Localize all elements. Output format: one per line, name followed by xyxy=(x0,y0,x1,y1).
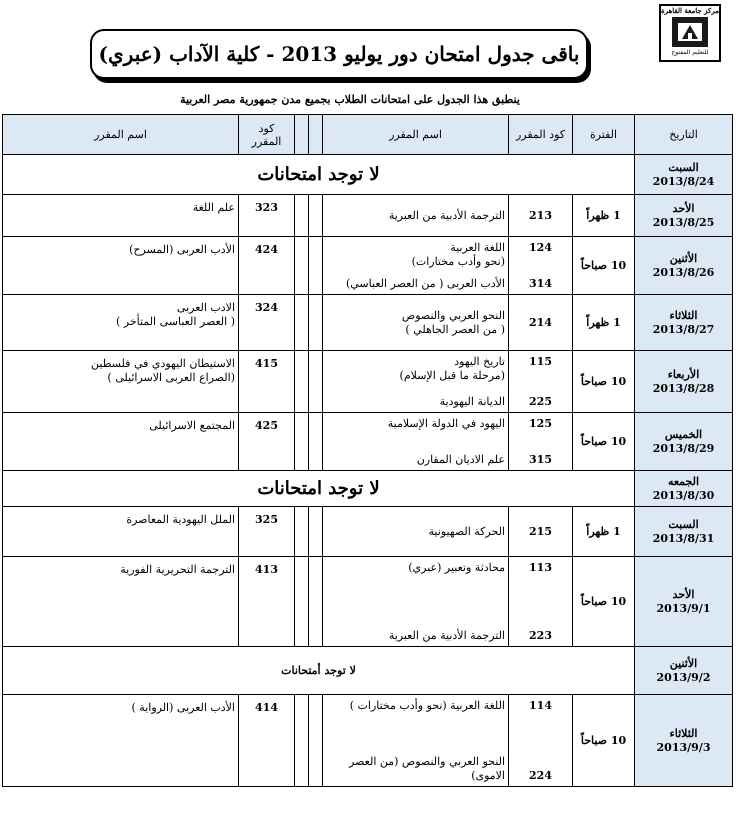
code-cell xyxy=(239,237,295,295)
course-name: الأدب العربى ( من العصر العباسي) xyxy=(345,276,505,290)
date-cell xyxy=(635,413,733,471)
day-name: السبت xyxy=(668,160,699,174)
header-period: الفترة xyxy=(573,115,635,155)
date-value: 2013/9/1 xyxy=(656,601,711,615)
course-name-block xyxy=(326,209,505,223)
logo-emblem-icon xyxy=(670,15,710,49)
course-code: 213 xyxy=(529,208,552,222)
course-name: اليهود في الدولة الإسلامية xyxy=(387,416,505,430)
subject-cell xyxy=(323,195,509,237)
code-cell xyxy=(239,413,295,471)
logo-top-text: مركز جامعة القاهرة xyxy=(661,6,719,15)
spacer-cell xyxy=(309,557,323,647)
title-box xyxy=(90,29,588,79)
date-cell xyxy=(635,155,733,195)
table-row xyxy=(3,507,733,557)
spacer-cell xyxy=(309,195,323,237)
code-cell xyxy=(239,557,295,647)
course-name: الادب العربى xyxy=(176,301,235,314)
date-value: 2013/9/2 xyxy=(656,670,711,684)
course-name: المجتمع الاسرائيلى xyxy=(149,419,235,432)
course-name: الأدب العربى (الرواية ) xyxy=(131,701,235,714)
course-name: اللغة العربية (نحو وأدب مختارات ) xyxy=(349,698,505,712)
subject-cell xyxy=(323,295,509,351)
code-cell xyxy=(509,695,573,787)
course-code: 215 xyxy=(529,524,552,538)
date-cell xyxy=(635,507,733,557)
header-subject-2: اسم المقرر xyxy=(3,115,239,155)
course-code: 424 xyxy=(255,243,278,256)
course-name-block xyxy=(326,629,505,643)
subject-cell xyxy=(323,351,509,413)
course-name-detail: ( العصر العباسى المتأخر ) xyxy=(116,315,235,328)
code-cell xyxy=(239,695,295,787)
code-group xyxy=(512,699,569,783)
course-name: اللغة العربية xyxy=(450,240,505,254)
date-cell xyxy=(635,647,733,695)
period-cell: 1 ظهراً xyxy=(573,295,635,351)
day-name: الأثنين xyxy=(669,656,698,670)
code-cell xyxy=(239,295,295,351)
subject-cell xyxy=(323,237,509,295)
spacer-cell xyxy=(309,295,323,351)
subject-cell xyxy=(3,295,239,351)
period-cell: 10 صباحاً xyxy=(573,695,635,787)
spacer-cell xyxy=(295,295,309,351)
subject-cell xyxy=(3,237,239,295)
code-cell xyxy=(509,295,573,351)
spacer-cell xyxy=(295,413,309,471)
exam-schedule-table xyxy=(2,114,733,787)
course-name-block xyxy=(326,561,505,575)
course-code: 413 xyxy=(255,563,278,576)
course-name-block xyxy=(326,277,505,291)
page-subtitle: ينطبق هذا الجدول على امتحانات الطلاب بجميع مدن جمهورية مصر العربية xyxy=(180,93,520,106)
day-name: الخميس xyxy=(664,427,703,441)
date-cell xyxy=(635,295,733,351)
header-subject-1: اسم المقرر xyxy=(323,115,509,155)
course-code: 315 xyxy=(529,452,552,466)
course-name-block xyxy=(326,699,505,713)
date-cell xyxy=(635,237,733,295)
table-row xyxy=(3,155,733,195)
table-row xyxy=(3,295,733,351)
period-cell: 10 صباحاً xyxy=(573,351,635,413)
course-name-block xyxy=(326,453,505,467)
page-title: باقى جدول امتحان دور يوليو 2013 - كلية الآداب (عبري) xyxy=(98,42,580,66)
course-name-block xyxy=(326,355,505,383)
spacer-cell xyxy=(295,237,309,295)
day-name: الأربعاء xyxy=(667,367,700,381)
day-name: السبت xyxy=(668,517,699,531)
period-cell: 10 صباحاً xyxy=(573,557,635,647)
day-name: الأحد xyxy=(672,201,695,215)
course-code: 225 xyxy=(529,394,552,408)
date-value: 2013/8/26 xyxy=(652,265,715,279)
date-value: 2013/8/30 xyxy=(652,488,715,502)
code-group xyxy=(512,525,569,539)
date-value: 2013/8/28 xyxy=(652,381,715,395)
period-cell: 1 ظهراً xyxy=(573,507,635,557)
spacer-cell xyxy=(309,351,323,413)
code-group xyxy=(512,316,569,330)
subject-cell xyxy=(323,413,509,471)
course-code: 323 xyxy=(255,201,278,214)
period-cell: 10 صباحاً xyxy=(573,237,635,295)
table-row xyxy=(3,471,733,507)
no-exams-text: لا توجد امتحانات xyxy=(257,164,380,185)
spacer-cell xyxy=(309,413,323,471)
course-code: 113 xyxy=(529,560,552,574)
course-code: 115 xyxy=(529,354,552,368)
logo-bottom-text: للتعليم المفتوح xyxy=(671,49,709,56)
table-row xyxy=(3,557,733,647)
table-row xyxy=(3,351,733,413)
course-code: 415 xyxy=(255,357,278,370)
course-name: الاستيطان اليهودي في فلسطين xyxy=(91,357,235,370)
subject-cell xyxy=(3,695,239,787)
table-row xyxy=(3,237,733,295)
header-code-1: كود المقرر xyxy=(509,115,573,155)
code-group xyxy=(512,355,569,409)
course-name: الأدب العربى (المسرح) xyxy=(129,243,235,256)
day-name: الأحد xyxy=(672,587,695,601)
course-name: الديانة اليهودية xyxy=(439,394,505,408)
subject-cell xyxy=(3,413,239,471)
no-exams-cell xyxy=(3,647,635,695)
subject-group xyxy=(326,417,505,467)
course-code: 425 xyxy=(255,419,278,432)
subject-cell xyxy=(323,557,509,647)
header-date: التاريخ xyxy=(635,115,733,155)
subject-group xyxy=(326,355,505,409)
date-cell xyxy=(635,471,733,507)
day-name: الأثنين xyxy=(669,251,698,265)
date-cell xyxy=(635,351,733,413)
course-code: 224 xyxy=(529,768,552,782)
header-spacer-1 xyxy=(309,115,323,155)
subject-group xyxy=(326,561,505,643)
day-name: الجمعه xyxy=(667,474,700,488)
table-row xyxy=(3,695,733,787)
course-code: 223 xyxy=(529,628,552,642)
code-cell xyxy=(509,351,573,413)
course-name: محادثة وتعبير (عبري) xyxy=(408,560,505,574)
course-code: 414 xyxy=(255,701,278,714)
code-group xyxy=(512,209,569,223)
course-name: النحو العربي والنصوص xyxy=(401,308,505,322)
course-name: النحو العربي والنصوص (من العصر xyxy=(349,754,505,768)
no-exams-cell xyxy=(3,155,635,195)
table-row xyxy=(3,647,733,695)
code-cell xyxy=(509,557,573,647)
period-cell: 10 صباحاً xyxy=(573,413,635,471)
course-code: 325 xyxy=(255,513,278,526)
subject-group xyxy=(326,309,505,337)
course-code: 214 xyxy=(529,315,552,329)
code-cell xyxy=(239,195,295,237)
course-name-detail: (نحو وأدب مختارات) xyxy=(411,254,505,268)
course-name: الترجمة الأدبية من العبرية xyxy=(388,208,505,222)
no-exams-text: لا توجد أمتحانات xyxy=(281,664,356,677)
code-group xyxy=(512,561,569,643)
course-code: 324 xyxy=(255,301,278,314)
course-code: 125 xyxy=(529,416,552,430)
course-name: علم اللغة xyxy=(192,201,235,214)
header-spacer-2 xyxy=(295,115,309,155)
date-value: 2013/9/3 xyxy=(656,740,711,754)
subject-group xyxy=(326,209,505,223)
no-exams-cell xyxy=(3,471,635,507)
period-cell: 1 ظهراً xyxy=(573,195,635,237)
date-value: 2013/8/27 xyxy=(652,322,715,336)
course-name-block xyxy=(326,525,505,539)
course-code: 124 xyxy=(529,240,552,254)
table-row xyxy=(3,195,733,237)
code-cell xyxy=(239,507,295,557)
subject-group xyxy=(326,241,505,291)
subject-cell xyxy=(323,695,509,787)
course-code: 114 xyxy=(529,698,552,712)
day-name: الثلاثاء xyxy=(669,308,698,322)
course-name-block xyxy=(326,395,505,409)
spacer-cell xyxy=(295,351,309,413)
course-code: 314 xyxy=(529,276,552,290)
university-logo xyxy=(659,4,721,62)
date-value: 2013/8/25 xyxy=(652,215,715,229)
course-name: الحركة الصهيونية xyxy=(428,524,505,538)
date-cell xyxy=(635,557,733,647)
course-name-block xyxy=(326,417,505,431)
course-name-block xyxy=(326,755,505,783)
course-name: الترجمة الأدبية من العبرية xyxy=(388,628,505,642)
spacer-cell xyxy=(309,237,323,295)
subject-cell xyxy=(3,351,239,413)
spacer-cell xyxy=(295,507,309,557)
spacer-cell xyxy=(309,695,323,787)
day-name: الثلاثاء xyxy=(669,726,698,740)
spacer-cell xyxy=(295,557,309,647)
course-name-block xyxy=(326,309,505,337)
subject-cell xyxy=(323,507,509,557)
course-name-detail: الاموى) xyxy=(471,768,505,782)
subject-cell xyxy=(3,557,239,647)
code-cell xyxy=(509,195,573,237)
course-name-detail: ( من العصر الجاهلي ) xyxy=(405,322,505,336)
course-name-detail: (مرحلة ما قبل الإسلام) xyxy=(399,368,505,382)
date-value: 2013/8/29 xyxy=(652,441,715,455)
date-cell xyxy=(635,695,733,787)
course-name-detail: (الصراع العربى الاسرائيلى ) xyxy=(107,371,235,384)
spacer-cell xyxy=(295,195,309,237)
subject-cell xyxy=(3,507,239,557)
header-code-2: كود المقرر xyxy=(239,115,295,155)
course-name: تاريخ اليهود xyxy=(454,354,505,368)
code-cell xyxy=(509,507,573,557)
date-value: 2013/8/31 xyxy=(652,531,715,545)
spacer-cell xyxy=(309,507,323,557)
course-name: الملل اليهودية المعاصرة xyxy=(126,513,235,526)
subject-group xyxy=(326,525,505,539)
code-cell xyxy=(509,413,573,471)
no-exams-text: لا توجد امتحانات xyxy=(257,478,380,499)
header-row xyxy=(3,115,733,155)
course-name: الترجمة التحريرية الفورية xyxy=(120,563,235,576)
date-cell xyxy=(635,195,733,237)
spacer-cell xyxy=(295,695,309,787)
code-cell xyxy=(509,237,573,295)
subject-group xyxy=(326,699,505,783)
date-value: 2013/8/24 xyxy=(652,174,715,188)
table-row xyxy=(3,413,733,471)
code-cell xyxy=(239,351,295,413)
course-name: علم الاديان المقارن xyxy=(416,452,505,466)
subject-cell xyxy=(3,195,239,237)
code-group xyxy=(512,417,569,467)
course-name-block xyxy=(326,241,505,269)
code-group xyxy=(512,241,569,291)
